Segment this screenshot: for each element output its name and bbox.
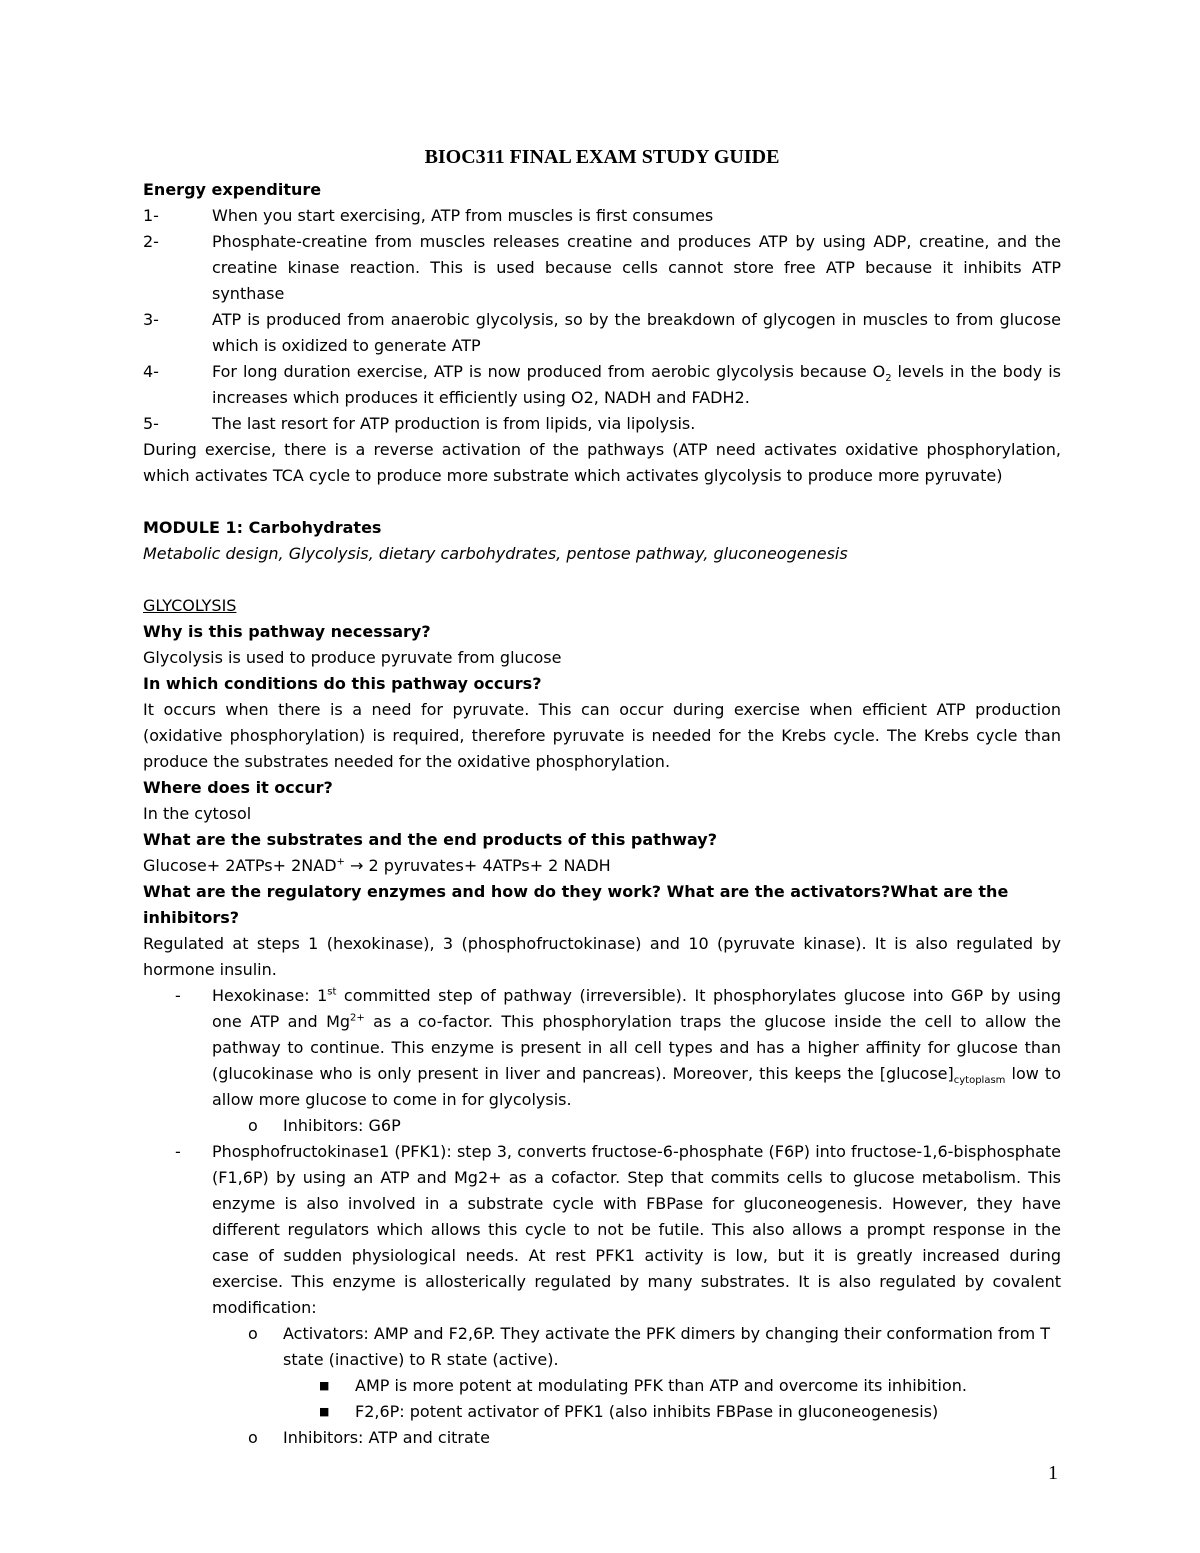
- list-number: 4-: [143, 362, 159, 381]
- page-title: BIOC311 FINAL EXAM STUDY GUIDE: [424, 146, 780, 168]
- pfk-item: [143, 1139, 1061, 1321]
- equation: [143, 853, 1061, 879]
- o-bullet: o: [248, 1116, 258, 1135]
- text-run: Hexokinase: 1: [212, 986, 328, 1005]
- list-number: 1-: [143, 206, 159, 225]
- energy-heading: Energy expenditure: [143, 180, 322, 199]
- module-heading: MODULE 1: Carbohydrates: [143, 518, 382, 537]
- list-item: [143, 203, 1061, 229]
- list-number: 3-: [143, 310, 159, 329]
- glycolysis-heading: GLYCOLYSIS: [143, 596, 237, 615]
- text-run: AMP is more potent at modulating PFK than ATP and overcome its inhibition.: [355, 1376, 967, 1395]
- text-run: as a co-factor. This phosphorylation traps the glucose inside the cell to allow the pathway to continue. This enzyme is present in all cell types and has a higher affinity for glucose than (glucokinase who is only present in liver and pancreas). Moreover, this keeps the [glucose]: [212, 1012, 1062, 1083]
- page-content: [143, 143, 1061, 1451]
- question: Where does it occur?: [143, 778, 333, 797]
- list-item: [143, 411, 1061, 437]
- text-run: committed step of pathway (irreversible). It phosphorylates glucose into G6P by using one ATP and Mg: [212, 986, 1061, 1031]
- question: Why is this pathway necessary?: [143, 622, 431, 641]
- module-subtitle: Metabolic design, Glycolysis, dietary carbohydrates, pentose pathway, gluconeogenesis: [143, 544, 848, 563]
- list-number: 2-: [143, 232, 159, 251]
- pfk-activators: [143, 1321, 1061, 1373]
- text-run: F2,6P: potent activator of PFK1 (also inhibits FBPase in gluconeogenesis): [355, 1402, 939, 1421]
- hexokinase-item: [143, 983, 1061, 1113]
- list-text: Phosphate-creatine from muscles releases creatine and produces ATP by using ADP, creatine, and the creatine kinase reaction. This is used because cells cannot store free ATP because it inhibits ATP synthase: [212, 232, 1061, 303]
- superscript: +: [336, 856, 345, 868]
- equation-reactants: Glucose+ 2ATPs+ 2NAD: [143, 856, 337, 875]
- page-number: 1: [1048, 1462, 1058, 1484]
- arrow-symbol: →: [350, 856, 364, 875]
- list-item: [143, 307, 1061, 359]
- question: In which conditions do this pathway occurs?: [143, 674, 542, 693]
- dash-bullet: -: [175, 1142, 181, 1161]
- text-run: low to allow more glucose to come in for glycolysis.: [212, 1064, 1061, 1109]
- list-text: For long duration exercise, ATP is now produced from aerobic glycolysis because O: [212, 362, 886, 381]
- question: What are the substrates and the end products of this pathway?: [143, 830, 718, 849]
- pfk-sub-item: [143, 1373, 1061, 1399]
- question: What are the regulatory enzymes and how do they work? What are the activators?What are the inhibitors?: [143, 882, 1009, 927]
- text-run: Inhibitors: ATP and citrate: [283, 1428, 490, 1447]
- answer: Regulated at steps 1 (hexokinase), 3 (phosphofructokinase) and 10 (pyruvate kinase). It is also regulated by hormone insulin.: [143, 934, 1061, 979]
- list-number: 5-: [143, 414, 159, 433]
- equation-products: 2 pyruvates+ 4ATPs+ 2 NADH: [368, 856, 611, 875]
- hexokinase-inhibitors: [143, 1113, 1061, 1139]
- answer: In the cytosol: [143, 804, 252, 823]
- pfk-sub-item: [143, 1399, 1061, 1425]
- list-text: When you start exercising, ATP from muscles is first consumes: [212, 206, 714, 225]
- text-run: Phosphofructokinase1 (PFK1): step 3, converts fructose-6-phosphate (F6P) into fructose-1,6-bisphosphate (F1,6P) by using an ATP and Mg2+ as a cofactor. Step that commits cells to glucose metabolism. This enzyme is also involved in a substrate cycle with FBPase for gluconeogenesis. However, they have different regulators which allows this cycle to not be futile. This also allows a prompt response in the case of sudden physiological needs. At rest PFK1 activity is low, but it is greatly increased during exercise. This enzyme is allosterically regulated by many substrates. It is also regulated by covalent modification:: [212, 1142, 1061, 1317]
- superscript: st: [327, 986, 337, 998]
- o-bullet: o: [248, 1428, 258, 1447]
- dash-bullet: -: [175, 986, 181, 1005]
- text-run: Activators: AMP and F2,6P. They activate the PFK dimers by changing their conformation from T state (inactive) to R state (active).: [283, 1324, 1051, 1369]
- list-text: levels in the body is increases which produces it efficiently using O2, NADH and FADH2.: [212, 362, 1061, 407]
- superscript: 2+: [350, 1012, 365, 1024]
- subscript: cytoplasm: [953, 1075, 1006, 1087]
- answer: It occurs when there is a need for pyruvate. This can occur during exercise when efficient ATP production (oxidative phosphorylation) is required, therefore pyruvate is needed for the Krebs cycle. The Krebs cycle than produce the substrates needed for the oxidative phosphorylation.: [143, 700, 1061, 771]
- energy-list: [143, 203, 1061, 437]
- pfk-inhibitors: [143, 1425, 1061, 1451]
- square-bullet: ■: [319, 1379, 330, 1392]
- text-run: Inhibitors: G6P: [283, 1116, 401, 1135]
- subscript: 2: [885, 373, 892, 385]
- list-item: [143, 229, 1061, 307]
- o-bullet: o: [248, 1324, 258, 1343]
- list-text: The last resort for ATP production is from lipids, via lipolysis.: [212, 414, 696, 433]
- list-item: [143, 359, 1061, 411]
- energy-paragraph: During exercise, there is a reverse activation of the pathways (ATP need activates oxidative phosphorylation, which activates TCA cycle to produce more substrate which activates glycolysis to produce more pyruvate): [143, 440, 1061, 485]
- list-text: ATP is produced from anaerobic glycolysis, so by the breakdown of glycogen in muscles to from glucose which is oxidized to generate ATP: [212, 310, 1061, 355]
- answer: Glycolysis is used to produce pyruvate from glucose: [143, 648, 562, 667]
- square-bullet: ■: [319, 1405, 330, 1418]
